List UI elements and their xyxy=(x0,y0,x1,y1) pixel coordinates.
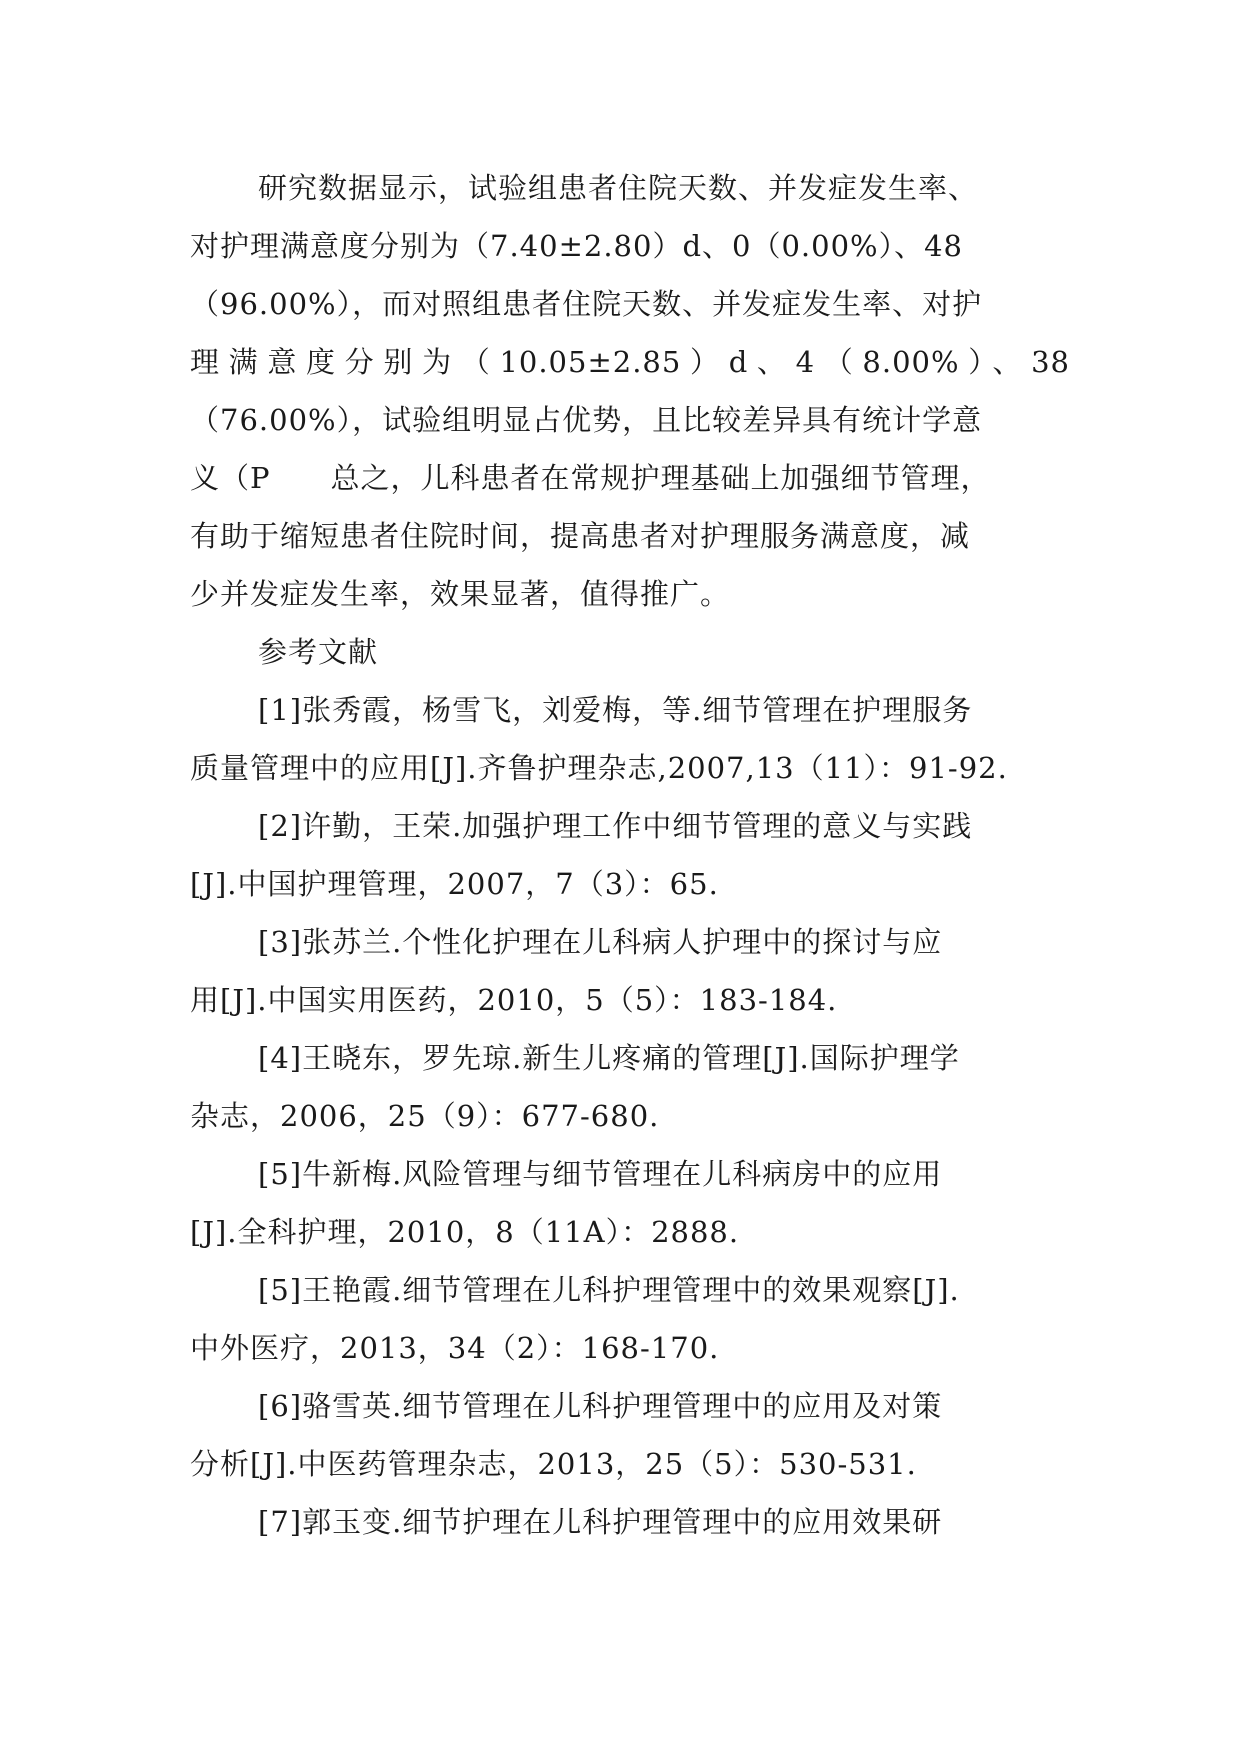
text-line: 义（P 总之，儿科患者在常规护理基础上加强细节管理， xyxy=(190,461,991,495)
reference-line: [3]张苏兰.个性化护理在儿科病人护理中的探讨与应 xyxy=(258,925,943,959)
reference-line: [5]王艳霞.细节管理在儿科护理管理中的效果观察[J]. xyxy=(258,1273,960,1307)
text-line: 有助于缩短患者住院时间，提高患者对护理服务满意度，减 xyxy=(190,519,971,553)
reference-line: [7]郭玉变.细节护理在儿科护理管理中的应用效果研 xyxy=(258,1505,943,1539)
reference-item xyxy=(190,1377,1070,1493)
reference-list xyxy=(190,681,1070,1551)
references-heading: 参考文献 xyxy=(258,635,379,669)
reference-line: [1]张秀霞，杨雪飞，刘爱梅，等.细节管理在护理服务 xyxy=(258,693,973,727)
text-line: 研究数据显示，试验组患者住院天数、并发症发生率、 xyxy=(258,171,979,205)
text-line: 理满意度分别为（10.05±2.85）d、4（8.00%）、38 xyxy=(190,345,1070,379)
reference-line: [J].中国护理管理，2007，7（3）：65. xyxy=(190,867,719,901)
reference-line: [4]王晓东，罗先琼.新生儿疼痛的管理[J].国际护理学 xyxy=(258,1041,960,1075)
reference-item xyxy=(190,1493,1070,1551)
reference-line: 用[J].中国实用医药，2010，5（5）：183-184. xyxy=(190,983,838,1017)
reference-line: 中外医疗，2013，34（2）：168-170. xyxy=(190,1331,720,1365)
reference-item xyxy=(190,913,1070,1029)
reference-line: [5]牛新梅.风险管理与细节管理在儿科病房中的应用 xyxy=(258,1157,943,1191)
reference-item xyxy=(190,797,1070,913)
reference-line: 分析[J].中医药管理杂志，2013，25（5）：530-531. xyxy=(190,1447,917,1481)
reference-item xyxy=(190,1029,1070,1145)
document-body xyxy=(190,159,1070,1551)
text-line: （96.00%），而对照组患者住院天数、并发症发生率、对护 xyxy=(190,287,983,321)
reference-line: [2]许勤，王荣.加强护理工作中细节管理的意义与实践 xyxy=(258,809,973,843)
reference-item xyxy=(190,1261,1070,1377)
reference-line: [6]骆雪英.细节管理在儿科护理管理中的应用及对策 xyxy=(258,1389,943,1423)
reference-item xyxy=(190,681,1070,797)
reference-line: 杂志，2006，25（9）：677-680. xyxy=(190,1099,660,1133)
text-line: 少并发症发生率，效果显著，值得推广。 xyxy=(190,577,731,611)
body-paragraph xyxy=(190,159,1070,623)
text-line: （76.00%），试验组明显占优势，且比较差异具有统计学意 xyxy=(190,403,983,437)
reference-line: [J].全科护理，2010，8（11A）：2888. xyxy=(190,1215,740,1249)
text-line: 对护理满意度分别为（7.40±2.80）d、0（0.00%）、48 xyxy=(190,229,963,263)
reference-item xyxy=(190,1145,1070,1261)
reference-line: 质量管理中的应用[J].齐鲁护理杂志,2007,13（11）：91-92. xyxy=(190,751,1008,785)
